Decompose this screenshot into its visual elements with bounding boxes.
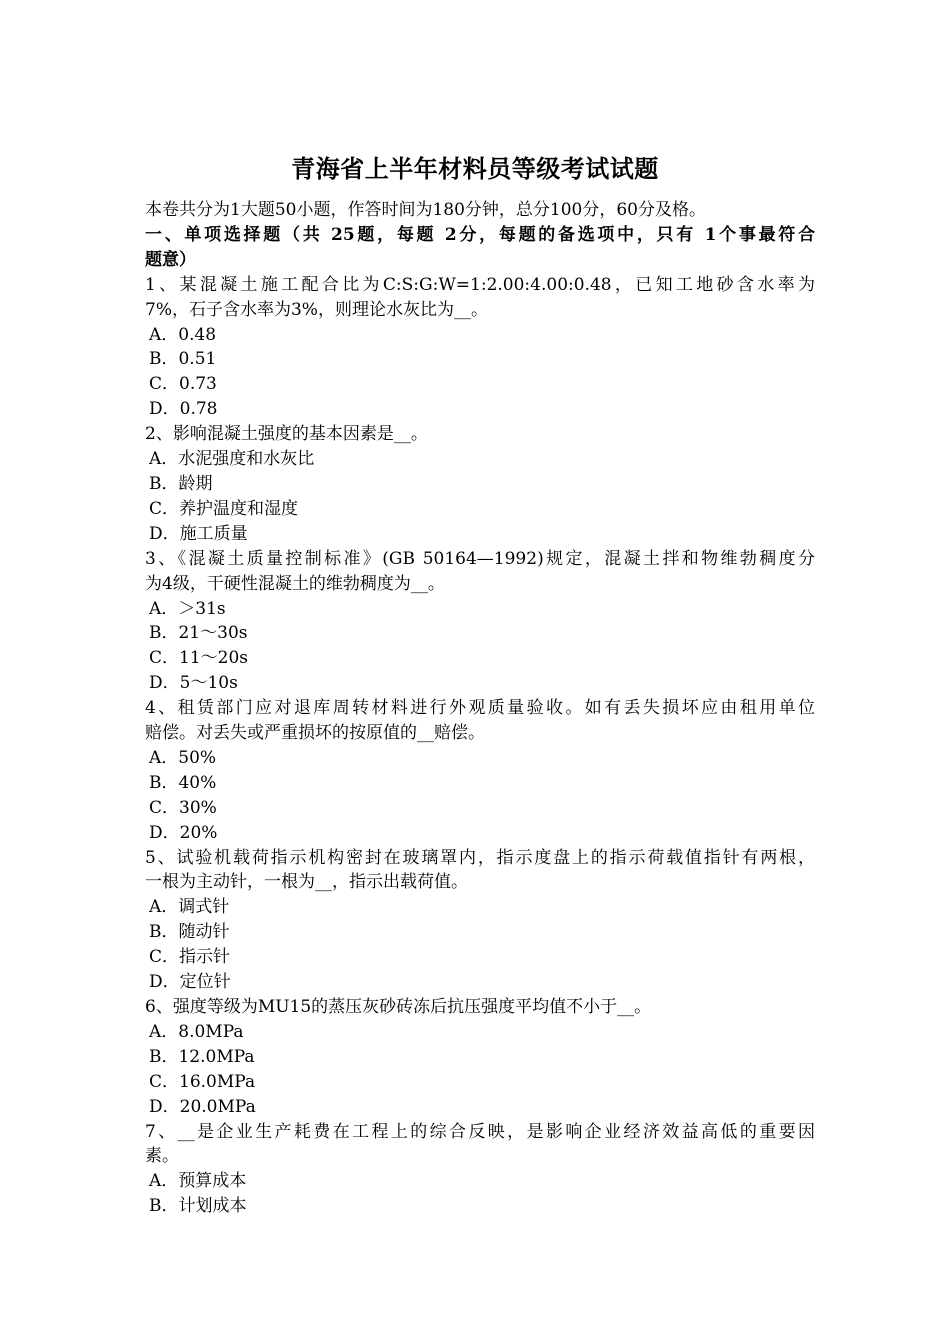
answer-option-d: D．5～10s [149, 673, 238, 694]
answer-option-d: D．定位针 [149, 972, 231, 993]
section-heading-line-2: 题意） [145, 249, 196, 270]
question-stem-line: 2、影响混凝土强度的基本因素是__。 [145, 424, 428, 445]
answer-option-a: A．水泥强度和水灰比 [149, 449, 315, 470]
answer-option-b: B．龄期 [149, 473, 213, 494]
answer-option-a: A．调式针 [149, 897, 230, 918]
answer-option-a: A．50% [149, 747, 217, 768]
document-title: 青海省上半年材料员等级考试试题 [291, 154, 659, 183]
answer-option-c: C．11～20s [149, 648, 248, 669]
answer-option-a: A．8.0MPa [149, 1021, 244, 1042]
exam-intro: 本卷共分为1大题50小题，作答时间为180分钟，总分100分，60分及格。 [145, 200, 706, 220]
question-stem-line: 3、《混凝土质量控制标准》(GB 50164—1992)规定，混凝土拌和物维勃稠度分 [145, 548, 815, 569]
answer-option-b: B．计划成本 [149, 1196, 247, 1217]
answer-option-a: A．＞31s [149, 598, 226, 619]
answer-option-b: B．随动针 [149, 922, 230, 943]
answer-option-c: C．16.0MPa [149, 1071, 256, 1092]
question-3 [145, 547, 815, 696]
section-heading-line-1: 一、单项选择题（共 25题，每题 2分，每题的备选项中，只有 1个事最符合 [145, 224, 815, 245]
answer-option-d: D．20% [149, 822, 218, 843]
question-7 [145, 1120, 815, 1220]
answer-option-b: B．12.0MPa [149, 1046, 255, 1067]
question-stem-line: 素。 [145, 1146, 179, 1167]
answer-option-b: B．40% [149, 772, 217, 793]
question-stem-line: 赔偿。对丢失或严重损坏的按原值的__赔偿。 [145, 723, 485, 744]
document-body [145, 198, 815, 1219]
answer-option-a: A．0.48 [149, 324, 217, 345]
question-1 [145, 273, 815, 422]
answer-option-b: B．21～30s [149, 623, 248, 644]
answer-option-d: D．20.0MPa [149, 1096, 256, 1117]
question-2 [145, 422, 815, 547]
answer-option-d: D．0.78 [149, 399, 218, 420]
question-stem-line: 7、__是企业生产耗费在工程上的综合反映，是影响企业经济效益高低的重要因 [145, 1121, 815, 1142]
question-stem-line: 6、强度等级为MU15的蒸压灰砂砖冻后抗压强度平均值不小于__。 [145, 997, 652, 1017]
question-4 [145, 696, 815, 845]
answer-option-a: A．预算成本 [149, 1171, 247, 1192]
answer-option-d: D．施工质量 [149, 523, 248, 544]
question-5 [145, 846, 815, 995]
answer-option-c: C．养护温度和湿度 [149, 498, 299, 519]
question-stem-line: 为4级，干硬性混凝土的维勃稠度为__。 [145, 573, 445, 594]
answer-option-c: C．指示针 [149, 947, 231, 968]
question-6 [145, 995, 815, 1120]
answer-option-c: C．30% [149, 797, 217, 818]
question-stem-line: 7%，石子含水率为3%，则理论水灰比为__。 [145, 299, 488, 320]
question-stem-line: 5、试验机载荷指示机构密封在玻璃罩内，指示度盘上的指示荷载值指针有两根， [145, 847, 815, 868]
question-stem-line: 一根为主动针，一根为__，指示出载荷值。 [145, 872, 468, 893]
question-stem-line: 1、某混凝土施工配合比为C:S:G:W=1:2.00:4.00:0.48，已知工地砂含水率为 [145, 274, 815, 295]
answer-option-c: C．0.73 [149, 374, 217, 395]
answer-option-b: B．0.51 [149, 349, 217, 370]
question-stem-line: 4、租赁部门应对退库周转材料进行外观质量验收。如有丢失损坏应由租用单位 [145, 698, 815, 719]
